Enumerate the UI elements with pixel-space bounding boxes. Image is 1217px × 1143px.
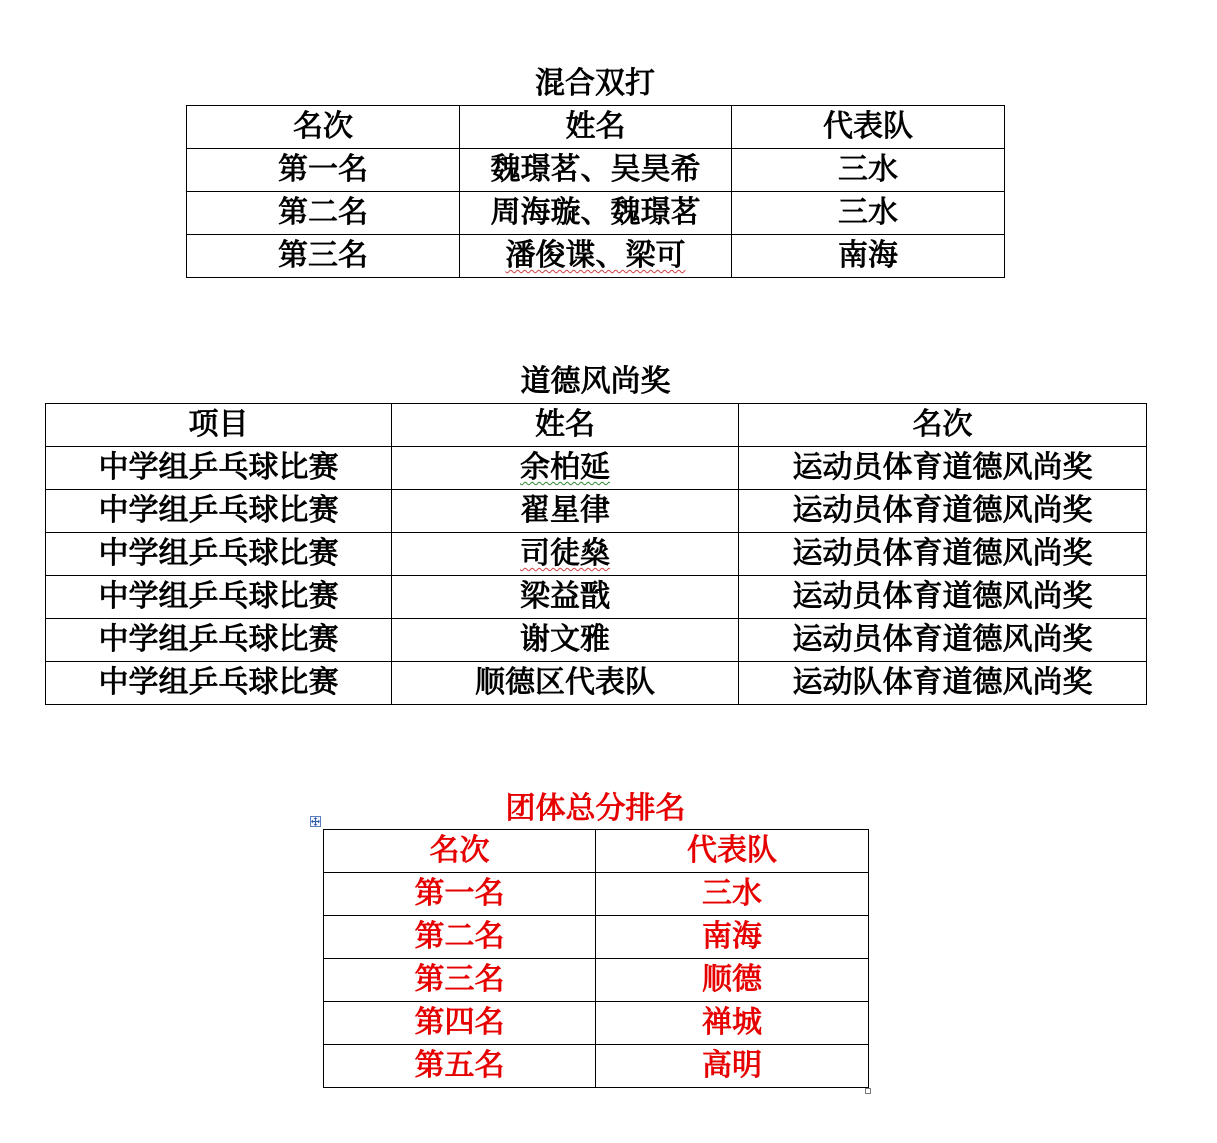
table-row bbox=[324, 873, 869, 916]
mixed-doubles-table bbox=[186, 105, 1005, 278]
rank-cell: 第三名 bbox=[324, 959, 596, 1002]
team-cell: 三水 bbox=[732, 149, 1005, 192]
table-row bbox=[187, 235, 1005, 278]
name-cell: 顺德区代表队 bbox=[392, 662, 739, 705]
event-cell: 中学组乒乓球比赛 bbox=[46, 576, 392, 619]
table-move-handle-icon[interactable] bbox=[310, 816, 321, 827]
team-cell: 南海 bbox=[596, 916, 869, 959]
header-cell: 代表队 bbox=[596, 830, 869, 873]
table-header-row bbox=[46, 404, 1147, 447]
team-cell: 南海 bbox=[732, 235, 1005, 278]
team-ranking-title: 团体总分排名 bbox=[505, 791, 686, 826]
award-cell: 运动员体育道德风尚奖 bbox=[739, 447, 1147, 490]
name-cell: 翟星律 bbox=[392, 490, 739, 533]
header-cell: 代表队 bbox=[732, 106, 1005, 149]
event-cell: 中学组乒乓球比赛 bbox=[46, 662, 392, 705]
rank-cell: 第二名 bbox=[324, 916, 596, 959]
table-header-row bbox=[187, 106, 1005, 149]
table-resize-handle[interactable] bbox=[865, 1088, 871, 1094]
spellcheck-text: 司徒燊 bbox=[520, 536, 610, 571]
team-cell: 禅城 bbox=[596, 1002, 869, 1045]
event-cell: 中学组乒乓球比赛 bbox=[46, 533, 392, 576]
award-cell: 运动员体育道德风尚奖 bbox=[739, 490, 1147, 533]
header-cell: 项目 bbox=[46, 404, 392, 447]
event-cell: 中学组乒乓球比赛 bbox=[46, 490, 392, 533]
award-cell: 运动员体育道德风尚奖 bbox=[739, 619, 1147, 662]
award-cell: 运动员体育道德风尚奖 bbox=[739, 533, 1147, 576]
team-cell: 高明 bbox=[596, 1045, 869, 1088]
rank-cell: 第三名 bbox=[187, 235, 460, 278]
header-cell: 名次 bbox=[187, 106, 460, 149]
name-cell bbox=[460, 235, 732, 278]
table-row bbox=[324, 916, 869, 959]
event-cell: 中学组乒乓球比赛 bbox=[46, 619, 392, 662]
name-cell bbox=[392, 447, 739, 490]
name-cell: 谢文雅 bbox=[392, 619, 739, 662]
mixed-doubles-title: 混合双打 bbox=[535, 66, 655, 101]
name-cell: 魏璟茗、吴昊希 bbox=[460, 149, 732, 192]
team-ranking-table bbox=[323, 829, 869, 1088]
table-row bbox=[46, 662, 1147, 705]
table-row bbox=[46, 619, 1147, 662]
grammar-check-text: 余柏延 bbox=[520, 450, 610, 485]
team-cell: 三水 bbox=[596, 873, 869, 916]
award-cell: 运动员体育道德风尚奖 bbox=[739, 576, 1147, 619]
table-row bbox=[46, 533, 1147, 576]
rank-cell: 第一名 bbox=[187, 149, 460, 192]
rank-cell: 第一名 bbox=[324, 873, 596, 916]
table-row bbox=[46, 576, 1147, 619]
table-row bbox=[46, 490, 1147, 533]
rank-cell: 第四名 bbox=[324, 1002, 596, 1045]
sportsmanship-table bbox=[45, 403, 1147, 705]
table-row bbox=[324, 959, 869, 1002]
table-row bbox=[46, 447, 1147, 490]
table-row bbox=[324, 1045, 869, 1088]
sportsmanship-title: 道德风尚奖 bbox=[520, 364, 671, 399]
header-cell: 名次 bbox=[739, 404, 1147, 447]
table-header-row bbox=[324, 830, 869, 873]
table-row bbox=[187, 149, 1005, 192]
rank-cell: 第二名 bbox=[187, 192, 460, 235]
name-cell bbox=[392, 533, 739, 576]
name-cell: 梁益戬 bbox=[392, 576, 739, 619]
header-cell: 姓名 bbox=[460, 106, 732, 149]
name-cell: 周海璇、魏璟茗 bbox=[460, 192, 732, 235]
team-cell: 三水 bbox=[732, 192, 1005, 235]
team-cell: 顺德 bbox=[596, 959, 869, 1002]
header-cell: 姓名 bbox=[392, 404, 739, 447]
table-row bbox=[187, 192, 1005, 235]
table-row bbox=[324, 1002, 869, 1045]
award-cell: 运动队体育道德风尚奖 bbox=[739, 662, 1147, 705]
rank-cell: 第五名 bbox=[324, 1045, 596, 1088]
spellcheck-text: 潘俊谍、梁可 bbox=[505, 238, 686, 273]
header-cell: 名次 bbox=[324, 830, 596, 873]
event-cell: 中学组乒乓球比赛 bbox=[46, 447, 392, 490]
